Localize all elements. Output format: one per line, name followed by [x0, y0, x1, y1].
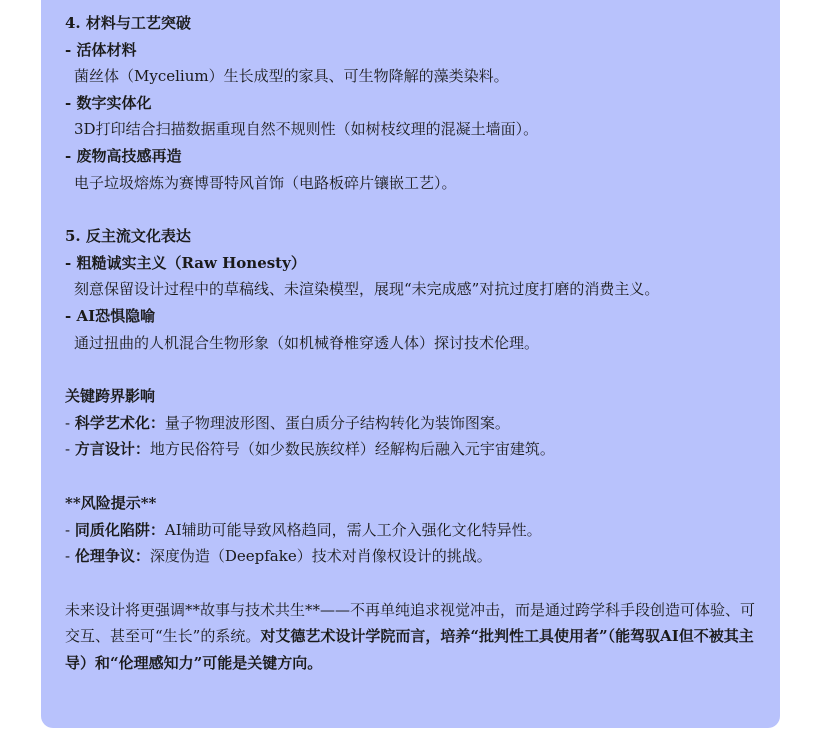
item-title: - AI恐惧隐喻 [65, 306, 156, 325]
section-4-heading: 4. 材料与工艺突破 [65, 14, 191, 32]
list-item-text: 量子物理波形图、蛋白质分子结构转化为装饰图案。 [164, 413, 510, 432]
list-item [65, 543, 758, 570]
item-desc: 3D打印结合扫描数据重现自然不规则性（如树枝纹理的混凝土墙面）。 [74, 120, 539, 139]
section-5-heading: 5. 反主流文化表达 [65, 227, 191, 246]
conclusion-paragraph [65, 597, 758, 677]
list-item-text: AI辅助可能导致风格趋同，需人工介入强化文化特异性。 [164, 520, 542, 539]
item-title: - 活体材料 [65, 40, 137, 59]
item-title: - 废物高技感再造 [65, 146, 182, 165]
conclusion-bold: 对艾德艺术设计学院而言，培养“批判性工具使用者”（能驾驭AI但不被其主导）和“伦理感知力”可能是关键方向。 [65, 627, 754, 672]
list-item [65, 436, 758, 463]
item-desc: 电子垃圾熔炼为赛博哥特风首饰（电路板碎片镶嵌工艺）。 [74, 173, 457, 192]
list-prefix: - [65, 413, 75, 432]
item-desc: 通过扭曲的人机混合生物形象（如机械脊椎穿透人体）探讨技术伦理。 [74, 333, 540, 352]
list-prefix: - [65, 547, 75, 566]
conclusion-text: 未来设计将更强调**故事与技术共生**——不再单纯追求视觉冲击，而是通过跨学科手段创造可体验、可交互、甚至可“生长”的系统。 [65, 600, 756, 646]
list-item-label: 方言设计： [74, 440, 150, 459]
list-prefix: - [65, 440, 75, 459]
list-item-text: 深度伪造（Deepfake）技术对肖像权设计的挑战。 [149, 547, 492, 566]
list-item-label: 伦理争议： [74, 547, 150, 566]
list-item-text: 地方民俗符号（如少数民族纹样）经解构后融入元宇宙建筑。 [149, 440, 555, 459]
answer-card [41, 0, 780, 728]
item-desc: 刻意保留设计过程中的草稿线、未渲染模型，展现“未完成感”对抗过度打磨的消费主义。 [74, 280, 660, 299]
list-item-label: 科学艺术化： [74, 413, 165, 432]
item-desc: 菌丝体（Mycelium）生长成型的家具、可生物降解的藻类染料。 [74, 67, 509, 86]
list-item-label: 同质化陷阱： [74, 520, 165, 539]
risk-heading: **风险提示** [65, 493, 157, 512]
item-title: - 数字实体化 [65, 93, 152, 112]
cross-heading: 关键跨界影响 [65, 387, 156, 406]
item-title: - 粗糙诚实主义（Raw Honesty） [65, 253, 306, 272]
list-item [65, 410, 758, 437]
list-item [65, 517, 758, 544]
list-prefix: - [65, 520, 75, 539]
